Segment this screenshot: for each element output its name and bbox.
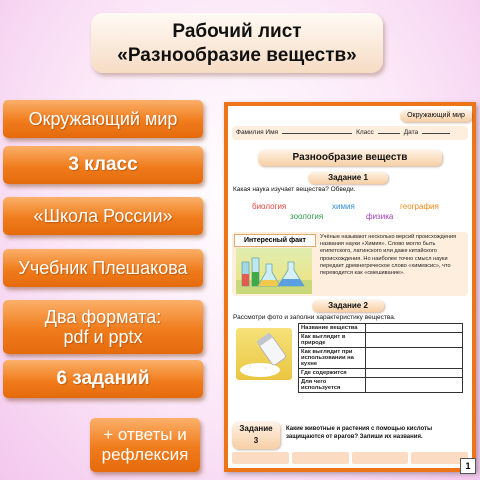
feature-textbook: Учебник Плешакова: [3, 249, 203, 287]
class-field-line: [378, 126, 400, 140]
row-label: Как выглядит в природе: [299, 333, 366, 348]
task-1-label: Задание 1: [308, 172, 388, 184]
extras-line-1: + ответы и: [103, 425, 187, 444]
title-line-1: Рабочий лист: [172, 21, 302, 42]
worksheet-subject: Окружающий мир: [400, 110, 472, 122]
row-label: Где содержится: [299, 369, 366, 378]
answer-cell[interactable]: [366, 378, 463, 393]
row-label: Название вещества: [299, 324, 366, 333]
feature-formats: [3, 300, 203, 354]
class-field-label: Класс: [356, 129, 374, 136]
feature-grade: 3 класс: [3, 146, 203, 184]
salt-shaker-photo: [236, 328, 292, 380]
table-row: [299, 369, 463, 378]
answer-cell[interactable]: [366, 369, 463, 378]
lab-flasks-photo: [236, 248, 312, 294]
fact-label: Интересный факт: [234, 234, 316, 247]
feature-formats-line-2: pdf и pptx: [63, 327, 143, 347]
feature-tasks-count: 6 заданий: [3, 360, 203, 398]
worksheet-title: Разнообразие веществ: [258, 150, 442, 166]
answer-cell[interactable]: [366, 348, 463, 369]
task-3-label-line-1: Задание: [239, 424, 273, 433]
feature-formats-line-1: Два формата:: [44, 307, 162, 327]
page-number: 1: [460, 458, 476, 474]
answer-cell[interactable]: [366, 333, 463, 348]
worksheet-preview: [224, 102, 476, 472]
word-geography: география: [400, 202, 439, 211]
word-biology: биология: [252, 202, 287, 211]
task-1-question: Какая наука изучает вещества? Обведи.: [233, 186, 356, 193]
student-fields: [232, 126, 468, 140]
answer-box[interactable]: [352, 452, 409, 464]
row-label: Как выглядит при использовании на кухне: [299, 348, 366, 369]
task-3-label: [232, 422, 280, 449]
date-field-label: Дата: [403, 129, 419, 136]
feature-subject: Окружающий мир: [3, 100, 203, 138]
feature-program: «Школа России»: [3, 197, 203, 235]
answer-box[interactable]: [292, 452, 349, 464]
name-field-label: Фамилия Имя: [236, 129, 279, 136]
extras-line-2: рефлексия: [101, 445, 189, 464]
task-2-question: Рассмотри фото и заполни характеристику вещества.: [233, 314, 396, 321]
word-chemistry: химия: [332, 202, 355, 211]
answer-cell[interactable]: [366, 324, 463, 333]
table-row: [299, 348, 463, 369]
word-zoology: зоология: [290, 212, 324, 221]
row-label: Для чего используется: [299, 378, 366, 393]
answer-box[interactable]: [232, 452, 289, 464]
task-3-label-line-2: 3: [253, 436, 259, 445]
word-physics: физика: [366, 212, 394, 221]
table-row: [299, 324, 463, 333]
task-2-label: Задание 2: [312, 300, 384, 312]
name-field-line: [282, 126, 352, 140]
title-line-2: «Разнообразие веществ»: [117, 45, 357, 66]
title-banner: [91, 13, 383, 73]
task-3-answer-row: [232, 452, 468, 464]
table-row: [299, 378, 463, 393]
table-row: [299, 333, 463, 348]
fact-text: Учёные называют несколько версий происхождения названия науки «Химия». Слово могло быть египетского, латинского или даже китайского происхождения. Но наиболее точно смысл науки передает древнегреческое слово «химевсис», что переводится как «смешивание».: [320, 234, 457, 277]
task-2-table: [298, 323, 463, 393]
task-3-question: Какие животные и растения с помощью кислоты защищаются от врагов? Запиши их названия.: [286, 426, 433, 440]
extras-badge: [90, 418, 200, 472]
date-field-line: [422, 126, 450, 140]
